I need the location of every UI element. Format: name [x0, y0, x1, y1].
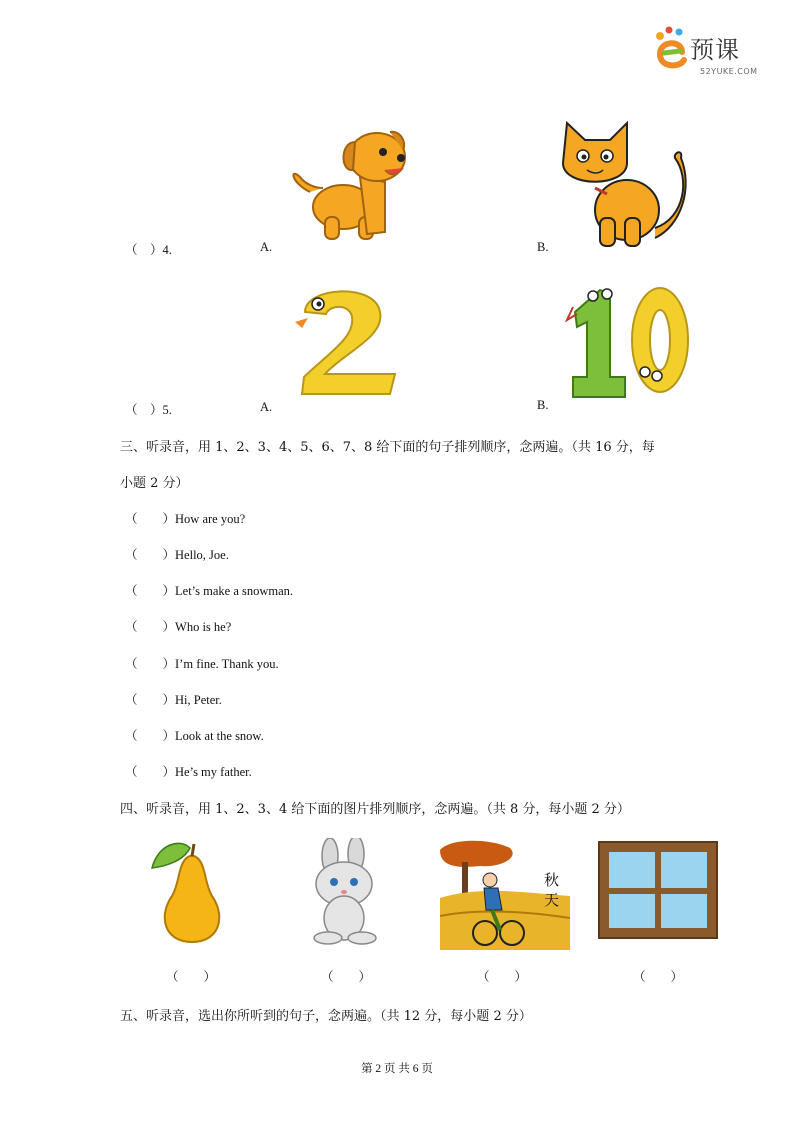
s3-item-4 — [125, 617, 231, 635]
section5-heading: 五、听录音，选出你所听到的句子，念两遍。（共 12 分，每小题 2 分） — [120, 1009, 532, 1024]
q4-option-b: B. — [537, 240, 549, 254]
section3-heading-line1: 三、听录音，用 1、2、3、4、5、6、7、8 给下面的句子排列顺序，念两遍。（共 16 分，每 — [120, 440, 655, 455]
answer-blank[interactable]: （ ） — [125, 620, 176, 634]
answer-blank[interactable]: （ ） — [125, 729, 176, 743]
sentence: How are you? — [175, 512, 246, 526]
s3-item-6 — [125, 690, 222, 708]
logo-e-icon — [652, 22, 692, 74]
sentence: He’s my father. — [175, 765, 252, 779]
s3-item-2 — [125, 545, 229, 563]
page-footer: 第 2 页 共 6 页 — [361, 1063, 433, 1075]
window-icon — [597, 840, 719, 940]
s3-item-8 — [125, 762, 252, 780]
answer-blank[interactable]: （ ） — [125, 512, 176, 526]
sentence: Let’s make a snowman. — [175, 584, 294, 598]
number-ten-icon — [565, 282, 695, 402]
s3-item-5 — [125, 654, 279, 672]
rabbit-icon — [300, 838, 390, 946]
logo-brand: 预课 — [690, 36, 740, 64]
autumn-blank[interactable]: （ ） — [477, 970, 528, 984]
pear-blank[interactable]: （ ） — [166, 970, 217, 984]
sentence: I’m fine. Thank you. — [175, 657, 279, 671]
sentence: Hi, Peter. — [175, 693, 222, 707]
answer-blank[interactable]: （ ） — [125, 765, 176, 779]
autumn-caption: 秋天 — [544, 871, 560, 909]
answer-blank[interactable]: （ ） — [125, 548, 176, 562]
q4-option-a: A. — [260, 240, 273, 254]
sentence: Who is he? — [175, 620, 232, 634]
q4-number: （ ）4. — [125, 243, 172, 257]
s3-item-3 — [125, 581, 293, 599]
dog-icon — [285, 122, 415, 247]
sentence: Hello, Joe. — [175, 548, 229, 562]
pear-icon — [150, 838, 232, 946]
q5-number: （ ）5. — [125, 403, 172, 417]
answer-blank[interactable]: （ ） — [125, 693, 176, 707]
q5-option-a: A. — [260, 400, 273, 414]
number-two-icon — [290, 282, 405, 397]
s3-item-1 — [125, 509, 245, 527]
answer-blank[interactable]: （ ） — [125, 657, 176, 671]
answer-blank[interactable]: （ ） — [125, 584, 176, 598]
cat-icon — [555, 118, 690, 253]
q5-option-b: B. — [537, 398, 549, 412]
s3-item-7 — [125, 726, 264, 744]
window-blank[interactable]: （ ） — [633, 970, 684, 984]
logo-site: 52YUKE.COM — [700, 67, 758, 76]
sentence: Look at the snow. — [175, 729, 264, 743]
section4-heading: 四、听录音，用 1、2、3、4 给下面的图片排列顺序，念两遍。（共 8 分，每小题 2 分） — [120, 802, 630, 817]
section3-heading-line2: 小题 2 分） — [120, 476, 189, 491]
rabbit-blank[interactable]: （ ） — [321, 970, 372, 984]
